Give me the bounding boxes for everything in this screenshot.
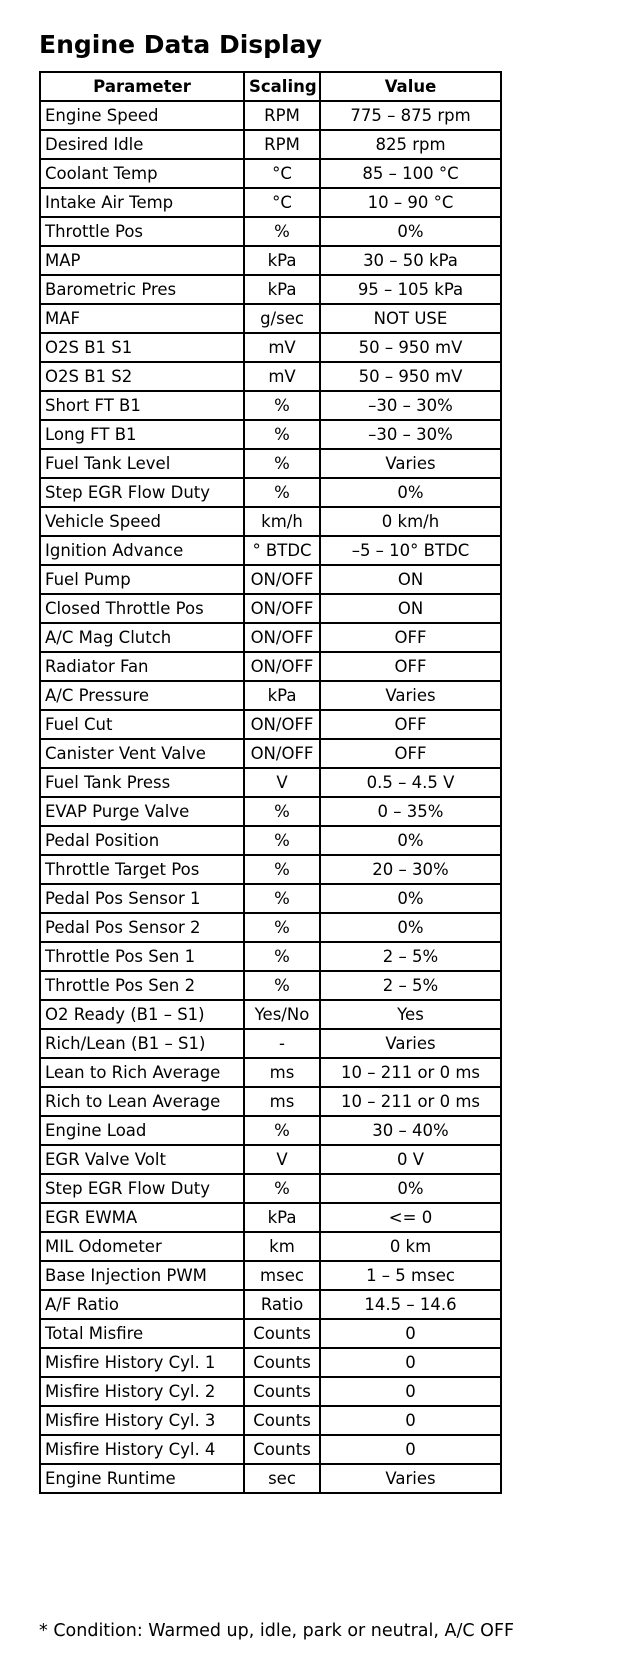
cell-scaling: % bbox=[244, 1174, 320, 1203]
table-row bbox=[40, 1261, 501, 1290]
cell-scaling: % bbox=[244, 449, 320, 478]
cell-scaling: % bbox=[244, 478, 320, 507]
table-row bbox=[40, 362, 501, 391]
cell-scaling: kPa bbox=[244, 246, 320, 275]
cell-parameter: EVAP Purge Valve bbox=[40, 797, 244, 826]
cell-scaling: Yes/No bbox=[244, 1000, 320, 1029]
table-row bbox=[40, 971, 501, 1000]
table-row bbox=[40, 1406, 501, 1435]
cell-parameter: Lean to Rich Average bbox=[40, 1058, 244, 1087]
cell-scaling: % bbox=[244, 884, 320, 913]
table-row bbox=[40, 1319, 501, 1348]
table-row bbox=[40, 768, 501, 797]
table-row bbox=[40, 101, 501, 130]
table-row bbox=[40, 855, 501, 884]
cell-scaling: % bbox=[244, 826, 320, 855]
cell-parameter: Rich to Lean Average bbox=[40, 1087, 244, 1116]
cell-scaling: % bbox=[244, 942, 320, 971]
cell-scaling: ON/OFF bbox=[244, 623, 320, 652]
cell-value: OFF bbox=[320, 623, 501, 652]
cell-scaling: mV bbox=[244, 362, 320, 391]
cell-value: Varies bbox=[320, 1464, 501, 1493]
cell-scaling: °C bbox=[244, 188, 320, 217]
table-row bbox=[40, 710, 501, 739]
cell-parameter: Base Injection PWM bbox=[40, 1261, 244, 1290]
cell-scaling: % bbox=[244, 913, 320, 942]
cell-parameter: Rich/Lean (B1 – S1) bbox=[40, 1029, 244, 1058]
cell-parameter: Pedal Position bbox=[40, 826, 244, 855]
page-title: Engine Data Display bbox=[39, 30, 323, 59]
cell-scaling: RPM bbox=[244, 101, 320, 130]
table-row bbox=[40, 1029, 501, 1058]
header-value: Value bbox=[320, 72, 501, 101]
cell-value: 775 – 875 rpm bbox=[320, 101, 501, 130]
cell-parameter: Step EGR Flow Duty bbox=[40, 1174, 244, 1203]
table-row bbox=[40, 536, 501, 565]
cell-value: Varies bbox=[320, 1029, 501, 1058]
cell-value: 2 – 5% bbox=[320, 971, 501, 1000]
table-row bbox=[40, 1174, 501, 1203]
cell-value: 50 – 950 mV bbox=[320, 362, 501, 391]
cell-parameter: Engine Load bbox=[40, 1116, 244, 1145]
table-row bbox=[40, 304, 501, 333]
cell-parameter: Engine Runtime bbox=[40, 1464, 244, 1493]
cell-scaling: V bbox=[244, 1145, 320, 1174]
cell-scaling: - bbox=[244, 1029, 320, 1058]
cell-scaling: ms bbox=[244, 1058, 320, 1087]
cell-value: 14.5 – 14.6 bbox=[320, 1290, 501, 1319]
cell-parameter: Engine Speed bbox=[40, 101, 244, 130]
cell-parameter: Pedal Pos Sensor 1 bbox=[40, 884, 244, 913]
cell-parameter: EGR Valve Volt bbox=[40, 1145, 244, 1174]
cell-parameter: Misfire History Cyl. 3 bbox=[40, 1406, 244, 1435]
cell-parameter: Ignition Advance bbox=[40, 536, 244, 565]
cell-scaling: g/sec bbox=[244, 304, 320, 333]
table-header-row bbox=[40, 72, 501, 101]
cell-parameter: Canister Vent Valve bbox=[40, 739, 244, 768]
cell-value: ON bbox=[320, 594, 501, 623]
cell-value: 0 V bbox=[320, 1145, 501, 1174]
cell-parameter: Pedal Pos Sensor 2 bbox=[40, 913, 244, 942]
cell-parameter: O2S B1 S1 bbox=[40, 333, 244, 362]
table-row bbox=[40, 1203, 501, 1232]
cell-value: 0 – 35% bbox=[320, 797, 501, 826]
cell-parameter: Throttle Pos Sen 2 bbox=[40, 971, 244, 1000]
cell-parameter: A/C Mag Clutch bbox=[40, 623, 244, 652]
cell-value: –5 – 10° BTDC bbox=[320, 536, 501, 565]
cell-value: 0% bbox=[320, 826, 501, 855]
cell-value: 0% bbox=[320, 884, 501, 913]
cell-scaling: msec bbox=[244, 1261, 320, 1290]
header-scaling: Scaling bbox=[244, 72, 320, 101]
table-row bbox=[40, 1435, 501, 1464]
cell-parameter: MAP bbox=[40, 246, 244, 275]
cell-value: 10 – 211 or 0 ms bbox=[320, 1058, 501, 1087]
footnote: * Condition: Warmed up, idle, park or neutral, A/C OFF bbox=[39, 1621, 515, 1641]
cell-scaling: km/h bbox=[244, 507, 320, 536]
cell-parameter: Throttle Pos Sen 1 bbox=[40, 942, 244, 971]
cell-scaling: % bbox=[244, 391, 320, 420]
cell-value: 2 – 5% bbox=[320, 942, 501, 971]
table-row bbox=[40, 1116, 501, 1145]
table-row bbox=[40, 507, 501, 536]
table-row bbox=[40, 739, 501, 768]
cell-scaling: % bbox=[244, 971, 320, 1000]
cell-parameter: Fuel Pump bbox=[40, 565, 244, 594]
table-row bbox=[40, 217, 501, 246]
cell-parameter: Misfire History Cyl. 2 bbox=[40, 1377, 244, 1406]
table-row bbox=[40, 159, 501, 188]
cell-value: 50 – 950 mV bbox=[320, 333, 501, 362]
cell-scaling: Counts bbox=[244, 1319, 320, 1348]
cell-scaling: V bbox=[244, 768, 320, 797]
cell-scaling: Counts bbox=[244, 1377, 320, 1406]
cell-scaling: % bbox=[244, 1116, 320, 1145]
cell-scaling: % bbox=[244, 420, 320, 449]
table-row bbox=[40, 333, 501, 362]
cell-value: 0% bbox=[320, 217, 501, 246]
cell-value: 10 – 211 or 0 ms bbox=[320, 1087, 501, 1116]
table-row bbox=[40, 1290, 501, 1319]
cell-value: 0.5 – 4.5 V bbox=[320, 768, 501, 797]
cell-scaling: kPa bbox=[244, 681, 320, 710]
table-row bbox=[40, 420, 501, 449]
cell-scaling: kPa bbox=[244, 275, 320, 304]
cell-scaling: mV bbox=[244, 333, 320, 362]
table-row bbox=[40, 826, 501, 855]
cell-value: Yes bbox=[320, 1000, 501, 1029]
cell-value: ON bbox=[320, 565, 501, 594]
cell-value: 95 – 105 kPa bbox=[320, 275, 501, 304]
cell-value: –30 – 30% bbox=[320, 420, 501, 449]
table-row bbox=[40, 1232, 501, 1261]
cell-parameter: Vehicle Speed bbox=[40, 507, 244, 536]
cell-value: –30 – 30% bbox=[320, 391, 501, 420]
table-row bbox=[40, 681, 501, 710]
cell-parameter: Throttle Target Pos bbox=[40, 855, 244, 884]
cell-value: 0% bbox=[320, 1174, 501, 1203]
cell-parameter: Radiator Fan bbox=[40, 652, 244, 681]
cell-value: 0 bbox=[320, 1435, 501, 1464]
cell-value: 0 bbox=[320, 1348, 501, 1377]
table-body bbox=[40, 101, 501, 1493]
cell-value: Varies bbox=[320, 449, 501, 478]
cell-value: OFF bbox=[320, 710, 501, 739]
cell-scaling: °C bbox=[244, 159, 320, 188]
cell-scaling: ON/OFF bbox=[244, 652, 320, 681]
table-row bbox=[40, 884, 501, 913]
cell-parameter: MAF bbox=[40, 304, 244, 333]
table-row bbox=[40, 188, 501, 217]
engine-data-table bbox=[39, 71, 502, 1494]
cell-parameter: Throttle Pos bbox=[40, 217, 244, 246]
table-row bbox=[40, 130, 501, 159]
table-row bbox=[40, 623, 501, 652]
cell-scaling: Counts bbox=[244, 1406, 320, 1435]
cell-parameter: Misfire History Cyl. 1 bbox=[40, 1348, 244, 1377]
table-row bbox=[40, 1145, 501, 1174]
cell-parameter: Long FT B1 bbox=[40, 420, 244, 449]
cell-parameter: Fuel Tank Level bbox=[40, 449, 244, 478]
cell-scaling: km bbox=[244, 1232, 320, 1261]
cell-parameter: Fuel Cut bbox=[40, 710, 244, 739]
cell-parameter: Misfire History Cyl. 4 bbox=[40, 1435, 244, 1464]
cell-scaling: ° BTDC bbox=[244, 536, 320, 565]
cell-value: 1 – 5 msec bbox=[320, 1261, 501, 1290]
cell-parameter: Closed Throttle Pos bbox=[40, 594, 244, 623]
table-row bbox=[40, 1058, 501, 1087]
cell-parameter: Barometric Pres bbox=[40, 275, 244, 304]
cell-scaling: Counts bbox=[244, 1348, 320, 1377]
table-row bbox=[40, 1087, 501, 1116]
table-row bbox=[40, 797, 501, 826]
cell-parameter: A/F Ratio bbox=[40, 1290, 244, 1319]
cell-value: 30 – 50 kPa bbox=[320, 246, 501, 275]
cell-parameter: Short FT B1 bbox=[40, 391, 244, 420]
cell-scaling: ON/OFF bbox=[244, 565, 320, 594]
table-row bbox=[40, 652, 501, 681]
cell-value: <= 0 bbox=[320, 1203, 501, 1232]
table-row bbox=[40, 1000, 501, 1029]
cell-scaling: ON/OFF bbox=[244, 739, 320, 768]
cell-value: NOT USE bbox=[320, 304, 501, 333]
table-row bbox=[40, 913, 501, 942]
cell-value: 20 – 30% bbox=[320, 855, 501, 884]
table-row bbox=[40, 246, 501, 275]
cell-parameter: O2S B1 S2 bbox=[40, 362, 244, 391]
cell-parameter: MIL Odometer bbox=[40, 1232, 244, 1261]
cell-value: 0 bbox=[320, 1406, 501, 1435]
cell-scaling: % bbox=[244, 797, 320, 826]
cell-parameter: Desired Idle bbox=[40, 130, 244, 159]
table-row bbox=[40, 391, 501, 420]
cell-value: 30 – 40% bbox=[320, 1116, 501, 1145]
cell-value: 85 – 100 °C bbox=[320, 159, 501, 188]
cell-scaling: % bbox=[244, 217, 320, 246]
cell-scaling: ON/OFF bbox=[244, 710, 320, 739]
cell-scaling: Ratio bbox=[244, 1290, 320, 1319]
cell-parameter: Step EGR Flow Duty bbox=[40, 478, 244, 507]
cell-scaling: sec bbox=[244, 1464, 320, 1493]
cell-scaling: RPM bbox=[244, 130, 320, 159]
cell-parameter: O2 Ready (B1 – S1) bbox=[40, 1000, 244, 1029]
cell-value: 0% bbox=[320, 478, 501, 507]
table-row bbox=[40, 942, 501, 971]
table-row bbox=[40, 565, 501, 594]
cell-value: OFF bbox=[320, 739, 501, 768]
cell-parameter: Intake Air Temp bbox=[40, 188, 244, 217]
table-row bbox=[40, 478, 501, 507]
cell-parameter: Coolant Temp bbox=[40, 159, 244, 188]
cell-scaling: ON/OFF bbox=[244, 594, 320, 623]
cell-value: 825 rpm bbox=[320, 130, 501, 159]
header-parameter: Parameter bbox=[40, 72, 244, 101]
cell-scaling: kPa bbox=[244, 1203, 320, 1232]
cell-value: 0 km bbox=[320, 1232, 501, 1261]
cell-parameter: Total Misfire bbox=[40, 1319, 244, 1348]
table-row bbox=[40, 594, 501, 623]
cell-value: 10 – 90 °C bbox=[320, 188, 501, 217]
cell-value: 0 bbox=[320, 1377, 501, 1406]
cell-parameter: A/C Pressure bbox=[40, 681, 244, 710]
cell-value: 0% bbox=[320, 913, 501, 942]
cell-scaling: % bbox=[244, 855, 320, 884]
cell-value: 0 bbox=[320, 1319, 501, 1348]
cell-scaling: ms bbox=[244, 1087, 320, 1116]
cell-scaling: Counts bbox=[244, 1435, 320, 1464]
cell-parameter: Fuel Tank Press bbox=[40, 768, 244, 797]
cell-value: 0 km/h bbox=[320, 507, 501, 536]
table-row bbox=[40, 275, 501, 304]
cell-value: OFF bbox=[320, 652, 501, 681]
table-row bbox=[40, 449, 501, 478]
cell-parameter: EGR EWMA bbox=[40, 1203, 244, 1232]
table-row bbox=[40, 1348, 501, 1377]
table-row bbox=[40, 1464, 501, 1493]
cell-value: Varies bbox=[320, 681, 501, 710]
table-row bbox=[40, 1377, 501, 1406]
